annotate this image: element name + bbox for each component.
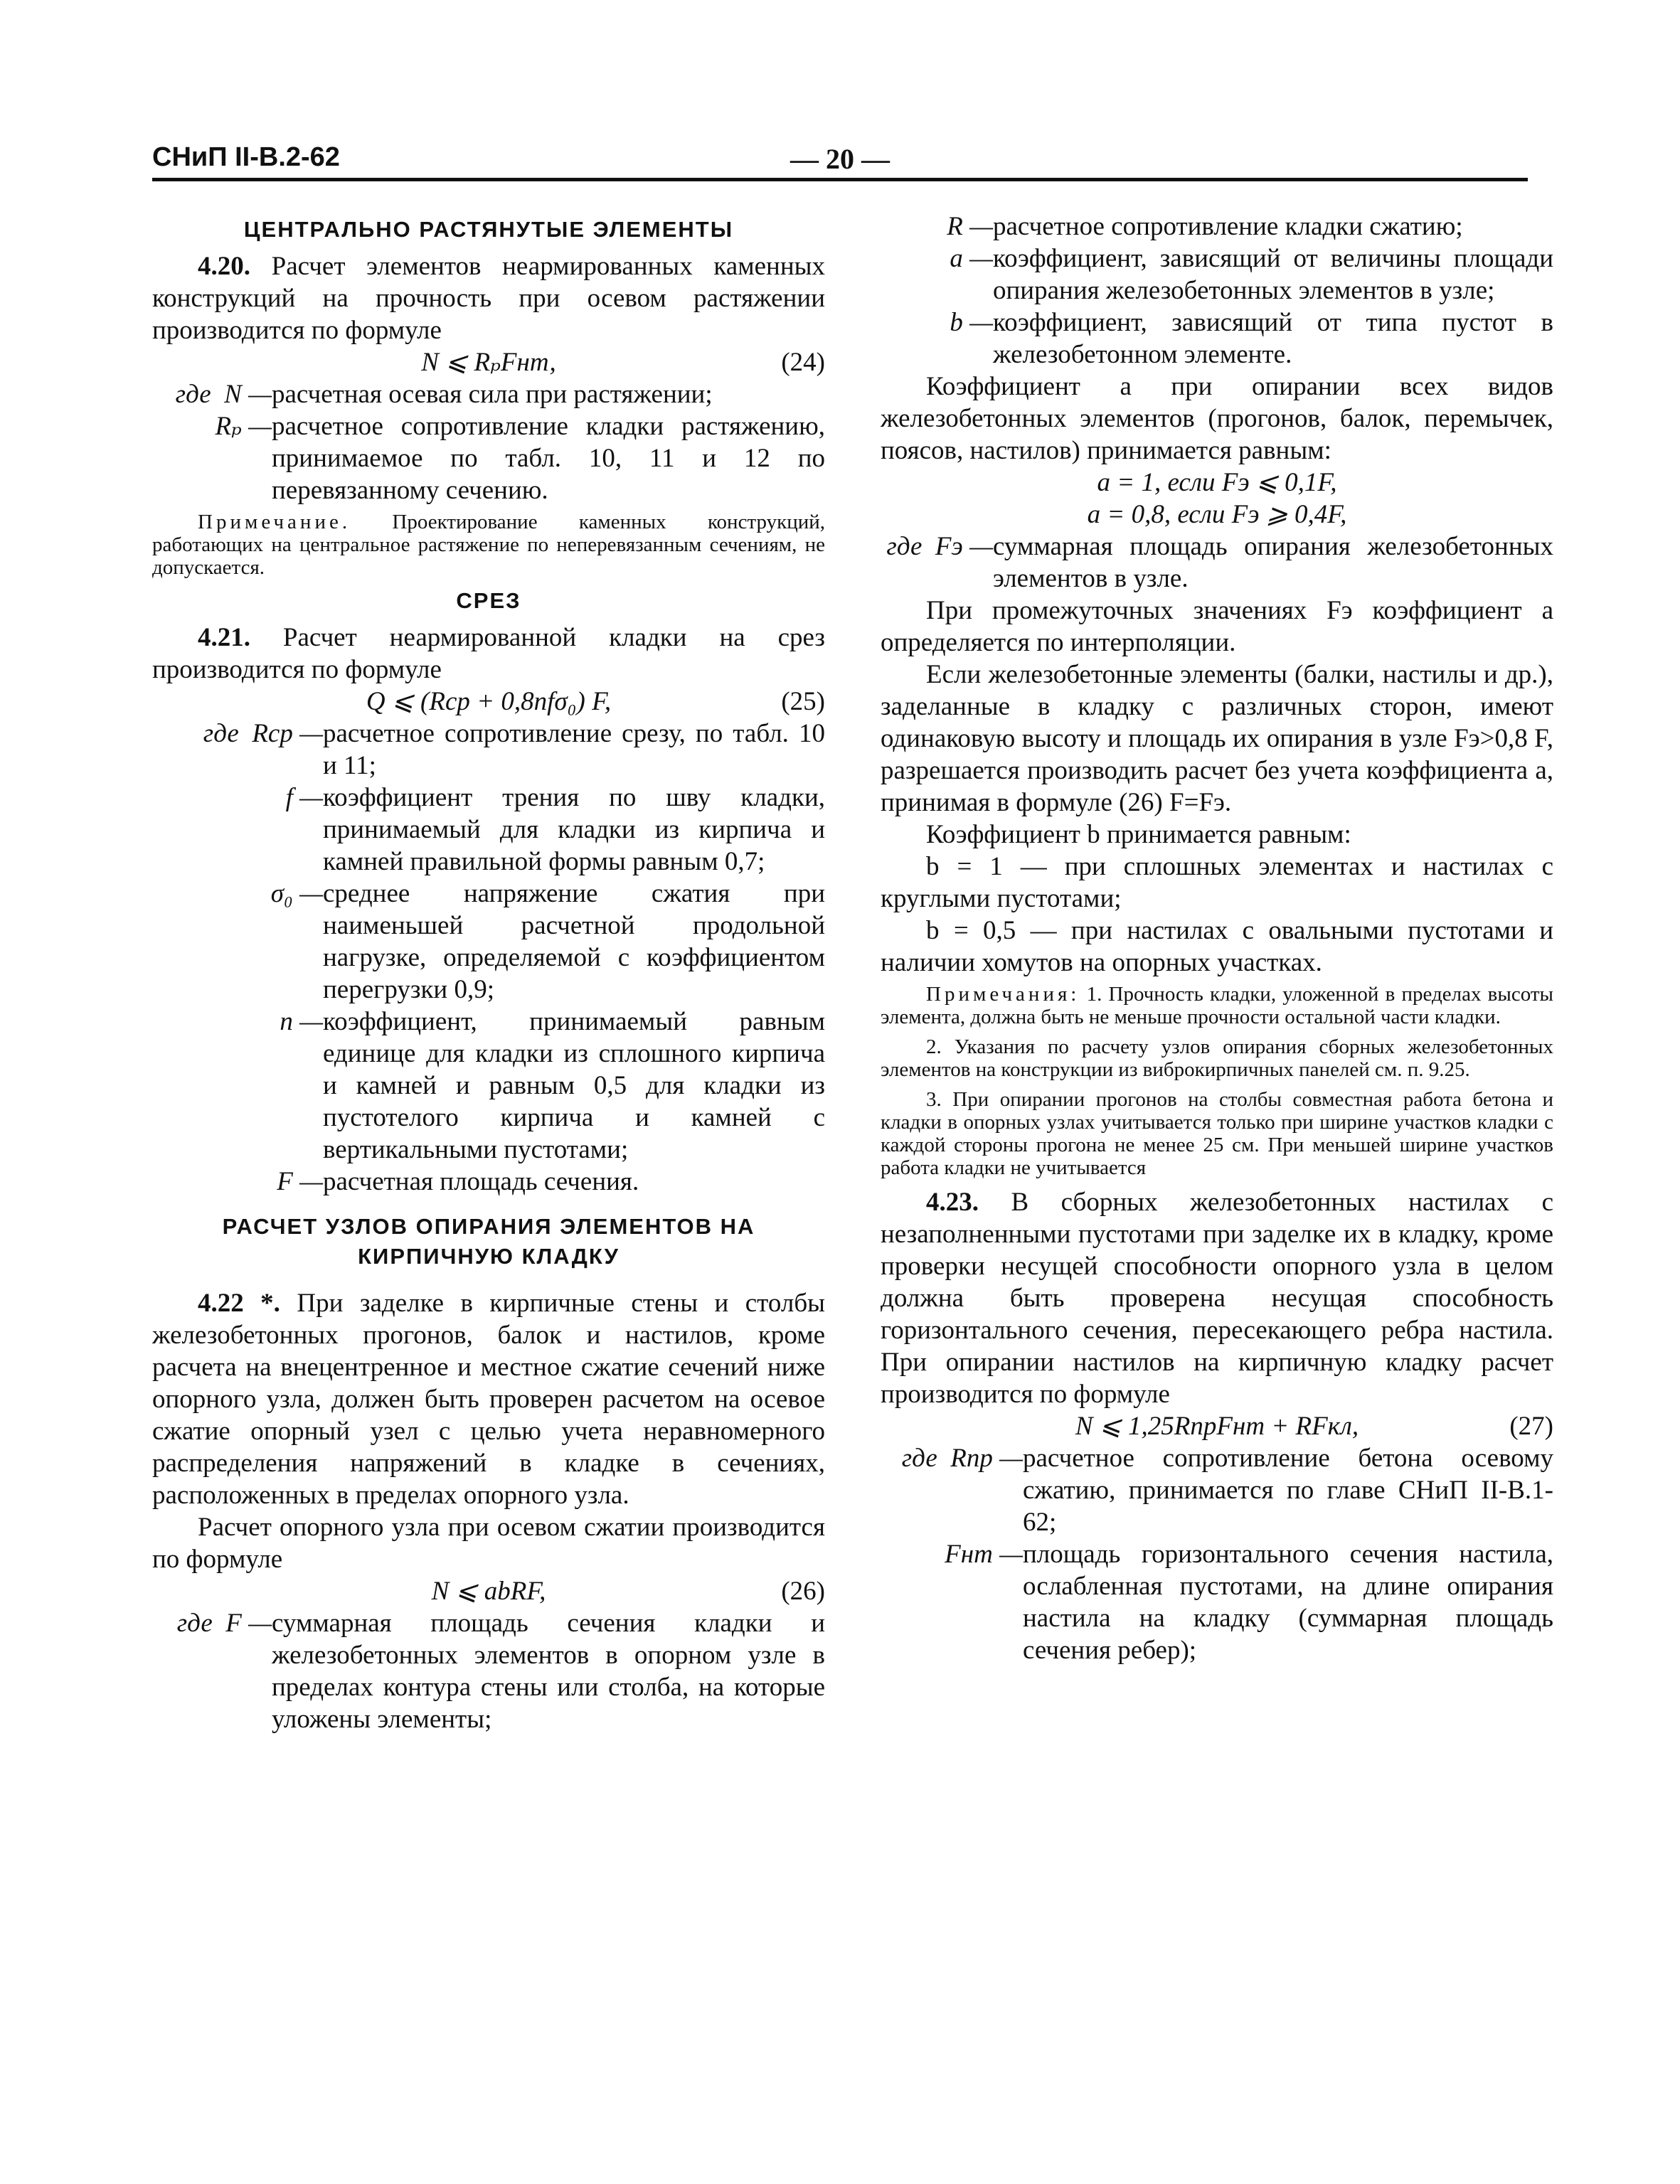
definition-b: b — коэффициент, зависящий от типа пустот в железобетонном элементе.	[950, 308, 1553, 369]
paragraph-b-05: b = 0,5 — при настилах с овальными пустотами и наличии хомутов на опорных участках.	[881, 916, 1553, 977]
definition-F-total: где F — суммарная площадь сечения кладки и железобетонных элементов в опорном узле в пределах контура стены или столба, на которые уложены элементы;	[176, 1609, 825, 1734]
definition-a: a — коэффициент, зависящий от величины площади опирания железобетонных элементов в узле;	[950, 244, 1553, 305]
paragraph-coefficient-a: Коэффициент a при опирании всех видов железобетонных элементов (прогонов, балок, перемычек, поясов, настилов) принимается равным:	[881, 372, 1553, 465]
page-header	[152, 142, 1528, 178]
formula-a1: a = 1, если Fэ ⩽ 0,1F,	[1097, 468, 1337, 497]
definition-Fe: где Fэ — суммарная площадь опирания железобетонных элементов в узле.	[886, 532, 1553, 593]
formula-26: N ⩽ abRF, (26)	[431, 1577, 825, 1606]
formula-25: Q ⩽ (Rср + 0,8nfσ₀) F, (25)	[366, 687, 825, 716]
formula-a2: a = 0,8, если Fэ ⩾ 0,4F,	[1087, 500, 1347, 529]
formula-24: N ⩽ RₚFнт, (24)	[421, 348, 825, 377]
document-code: СНиП II-В.2-62	[152, 142, 340, 172]
definition-R: R — расчетное сопротивление кладки сжатию;	[947, 212, 1463, 241]
paragraph-4-21: 4.21. Расчет неармированной кладки на срез производится по формуле	[152, 623, 825, 684]
definition-N: где N — расчетная осевая сила при растяжении;	[175, 380, 713, 409]
paragraph-4-22-formula-intro: Расчет опорного узла при осевом сжатии производится по формуле	[152, 1513, 825, 1574]
formula-27: N ⩽ 1,25RпрFнт + RFкл, (27)	[1075, 1412, 1553, 1441]
paragraph-interpolation: При промежуточных значениях Fэ коэффициент a определяется по интерполяции.	[881, 596, 1553, 657]
paragraph-b-1: b = 1 — при сплошных элементах и настилах с круглыми пустотами;	[881, 852, 1553, 913]
paragraph-4-20: 4.20. Расчет элементов неармированных каменных конструкций на прочность при осевом растяжении производится по формуле	[152, 252, 825, 345]
note-3: 3. При опирании прогонов на столбы совместная работа бетона и кладки в опорных узлах учитывается только при ширине участков кладки с каждой стороны прогона не менее 25 см. При меньшей ширине участков работа кладки не учитывается	[881, 1088, 1553, 1179]
paragraph-coefficient-b: Коэффициент b принимается равным:	[926, 820, 1351, 849]
definition-Fnt: Fнт — площадь горизонтального сечения настила, ослабленная пустотами, на длине опирания настила на кладку (суммарная площадь сечения ребер);	[945, 1540, 1553, 1665]
definition-sigma0: σ₀ — среднее напряжение сжатия при наименьшей расчетной продольной нагрузке, определяемой с коэффициентом перегрузки 0,9;	[270, 879, 825, 1004]
paragraph-4-22: 4.22 *. При заделке в кирпичные стены и столбы железобетонных прогонов, балок и настилов, кроме расчета на внецентренное и местное сжатие сечений ниже опорного узла, должен быть проверен расчетом на осевое сжатие опорный узел с целью учета неравномерного распределения напряжений в кладке в сечениях, расположенных в пределах опорного узла.	[152, 1289, 826, 1510]
definition-F: F — расчетная площадь сечения.	[277, 1167, 639, 1196]
section-heading-support-nodes: РАСЧЕТ УЗЛОВ ОПИРАНИЯ ЭЛЕМЕНТОВ НА КИРПИЧНУЮ КЛАДКУ	[222, 1214, 755, 1269]
paragraph-equal-height: Если железобетонные элементы (балки, настилы и др.), заделанные в кладку с различных сторон, имеют одинаковую высоту и площадь их опирания в узле Fэ>0,8 F, разрешается производить расчет без учета коэффициента a, принимая в формуле (26) F=Fэ.	[881, 660, 1553, 817]
definition-Rcp: где Rср — расчетное сопротивление срезу, по табл. 10 и 11;	[203, 719, 825, 780]
section-heading-shear: СРЕЗ	[456, 588, 521, 613]
right-column	[881, 211, 1553, 1666]
paragraph-4-23: 4.23. В сборных железобетонных настилах с незаполненными пустотами при заделке их в кладку, кроме проверки несущей способности опорного узла в целом должна быть проверена несущая способность горизонтального сечения, пересекающего ребра настила. При опирании настилов на кирпичную кладку расчет производится по формуле	[881, 1188, 1553, 1409]
header-rule	[152, 178, 1528, 181]
definition-n: n — коэффициент, принимаемый равным единице для кладки из сплошного кирпича и камней и равным 0,5 для кладки из пустотелого кирпича и камней с вертикальными пустотами;	[280, 1007, 825, 1164]
page-number: — 20 —	[790, 143, 890, 175]
section-heading-tension: ЦЕНТРАЛЬНО РАСТЯНУТЫЕ ЭЛЕМЕНТЫ	[243, 217, 734, 242]
note-2: 2. Указания по расчету узлов опирания сборных железобетонных элементов на конструкции из виброкирпичных панелей см. п. 9.25.	[881, 1035, 1553, 1081]
definition-Rp: Rₚ — расчетное сопротивление кладки растяжению, принимаемое по табл. 10, 11 и 12 по перевязанному сечению.	[215, 412, 825, 505]
note-tension: Примечание. Проектирование каменных конструкций, работающих на центральное растяжение по неперевязанным сечениям, не допускается.	[152, 511, 825, 579]
left-column	[152, 211, 825, 1735]
definition-Rpr: где Rпр — расчетное сопротивление бетона осевому сжатию, принимается по главе СНиП II-В.1-62;	[901, 1444, 1553, 1537]
definition-f: f — коэффициент трения по шву кладки, принимаемый для кладки из кирпича и камней правильной формы равным 0,7;	[285, 783, 825, 876]
note-1: Примечания: 1. Прочность кладки, уложенной в пределах высоты элемента, должна быть не меньше прочности остальной части кладки.	[881, 983, 1553, 1028]
